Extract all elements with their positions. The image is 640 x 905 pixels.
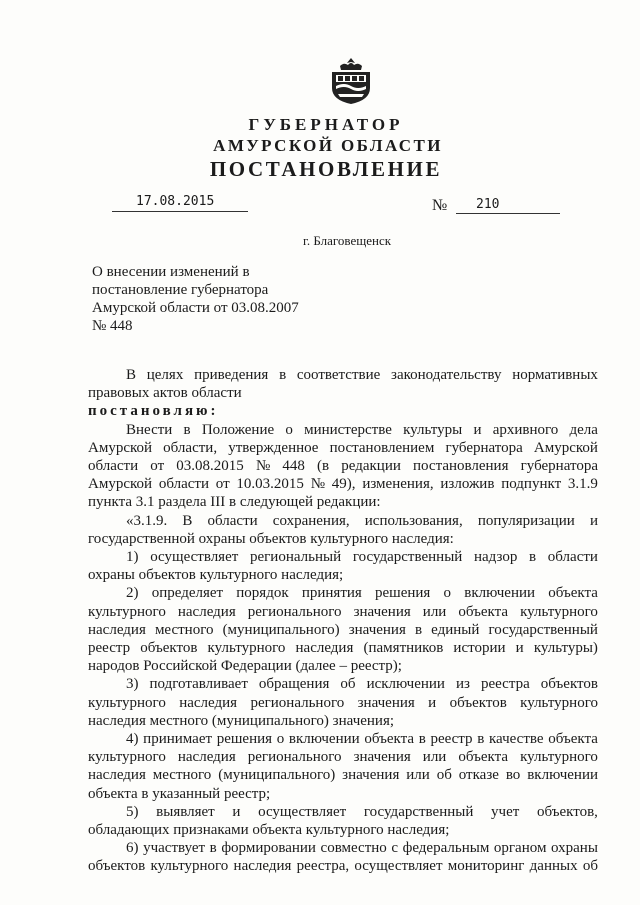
body-line: наследия местного (муниципального) значения; bbox=[88, 712, 395, 729]
region-title: АМУРСКОЙ ОБЛАСТИ bbox=[213, 136, 443, 155]
body-line: обладающих признаками объекта культурного наследия; bbox=[88, 822, 450, 839]
body-line: культурного наследия регионального значения и объектов культурного bbox=[88, 694, 598, 711]
body-line: Амурской области, утвержденное постановлением губернатора Амурской bbox=[88, 439, 598, 456]
body-line: объекта в указанный реестр; bbox=[88, 785, 271, 802]
date-underline bbox=[112, 211, 248, 212]
body-line: правовых актов области bbox=[88, 385, 242, 402]
document-type-title: ПОСТАНОВЛЕНИЕ bbox=[209, 157, 443, 181]
body-line: 3) подготавливает обращения об исключении из реестра объектов bbox=[126, 676, 598, 693]
subject-line: О внесении изменений в bbox=[92, 264, 250, 280]
body-line: 1) осуществляет региональный государственный надзор в области bbox=[126, 549, 598, 566]
body-line: 5) выявляет и осуществляет государственный учет объектов, bbox=[126, 803, 598, 820]
body-line: 4) принимает решения о включении объекта в реестр в качестве объекта bbox=[126, 731, 598, 748]
subject-block bbox=[92, 263, 299, 335]
body-line: государственной охраны объектов культурного наследия: bbox=[88, 530, 454, 547]
body-line: В целях приведения в соответствие законодательству нормативных bbox=[126, 367, 598, 383]
coat-of-arms-emblem bbox=[326, 56, 376, 106]
body-line: культурного наследия регионального значения или объекта культурного bbox=[88, 749, 598, 766]
body-line: охраны объектов культурного наследия; bbox=[88, 567, 344, 584]
document-number: 210 bbox=[476, 197, 500, 212]
number-underline bbox=[456, 213, 560, 214]
body-line: объектов культурного наследия реестра, осуществляет мониторинг данных об bbox=[88, 858, 598, 875]
subject-line: постановление губернатора bbox=[92, 282, 269, 298]
city-label: г. Благовещенск bbox=[303, 233, 392, 248]
body-line: наследия местного (муниципального) значения в единый государственный bbox=[88, 621, 598, 638]
body-line: 6) участвует в формировании совместно с федеральным органом охраны bbox=[126, 840, 598, 857]
body-line: Внести в Положение о министерстве культуры и архивного дела bbox=[126, 421, 598, 438]
body-line: народов Российской Федерации (далее – реестр); bbox=[88, 658, 402, 675]
governor-title: ГУБЕРНАТОР bbox=[248, 115, 404, 134]
body-line: Амурской области от 10.03.2015 № 49), изменения, изложив подпункт 3.1.9 bbox=[88, 476, 598, 493]
subject-line: № 448 bbox=[92, 318, 133, 334]
body-line: наследия местного (муниципального) значения или об отказе во включении bbox=[88, 767, 598, 784]
body-line: культурного наследия регионального значения или объекта культурного bbox=[88, 603, 598, 620]
document-body bbox=[88, 366, 598, 876]
body-line: постановляю: bbox=[88, 403, 219, 420]
number-sign: № bbox=[432, 197, 448, 214]
body-line: реестр объектов культурного наследия (памятников истории и культуры) bbox=[88, 640, 598, 657]
subject-line: Амурской области от 03.08.2007 bbox=[92, 300, 299, 316]
document-date: 17.08.2015 bbox=[136, 194, 215, 209]
body-line: области от 03.08.2015 № 448 (в редакции постановления губернатора bbox=[88, 458, 598, 475]
body-line: пункта 3.1 раздела III в следующей редакции: bbox=[88, 494, 381, 511]
body-line: «3.1.9. В области сохранения, использования, популяризации и bbox=[126, 512, 598, 529]
body-line: 2) определяет порядок принятия решения о включении объекта bbox=[126, 585, 598, 602]
